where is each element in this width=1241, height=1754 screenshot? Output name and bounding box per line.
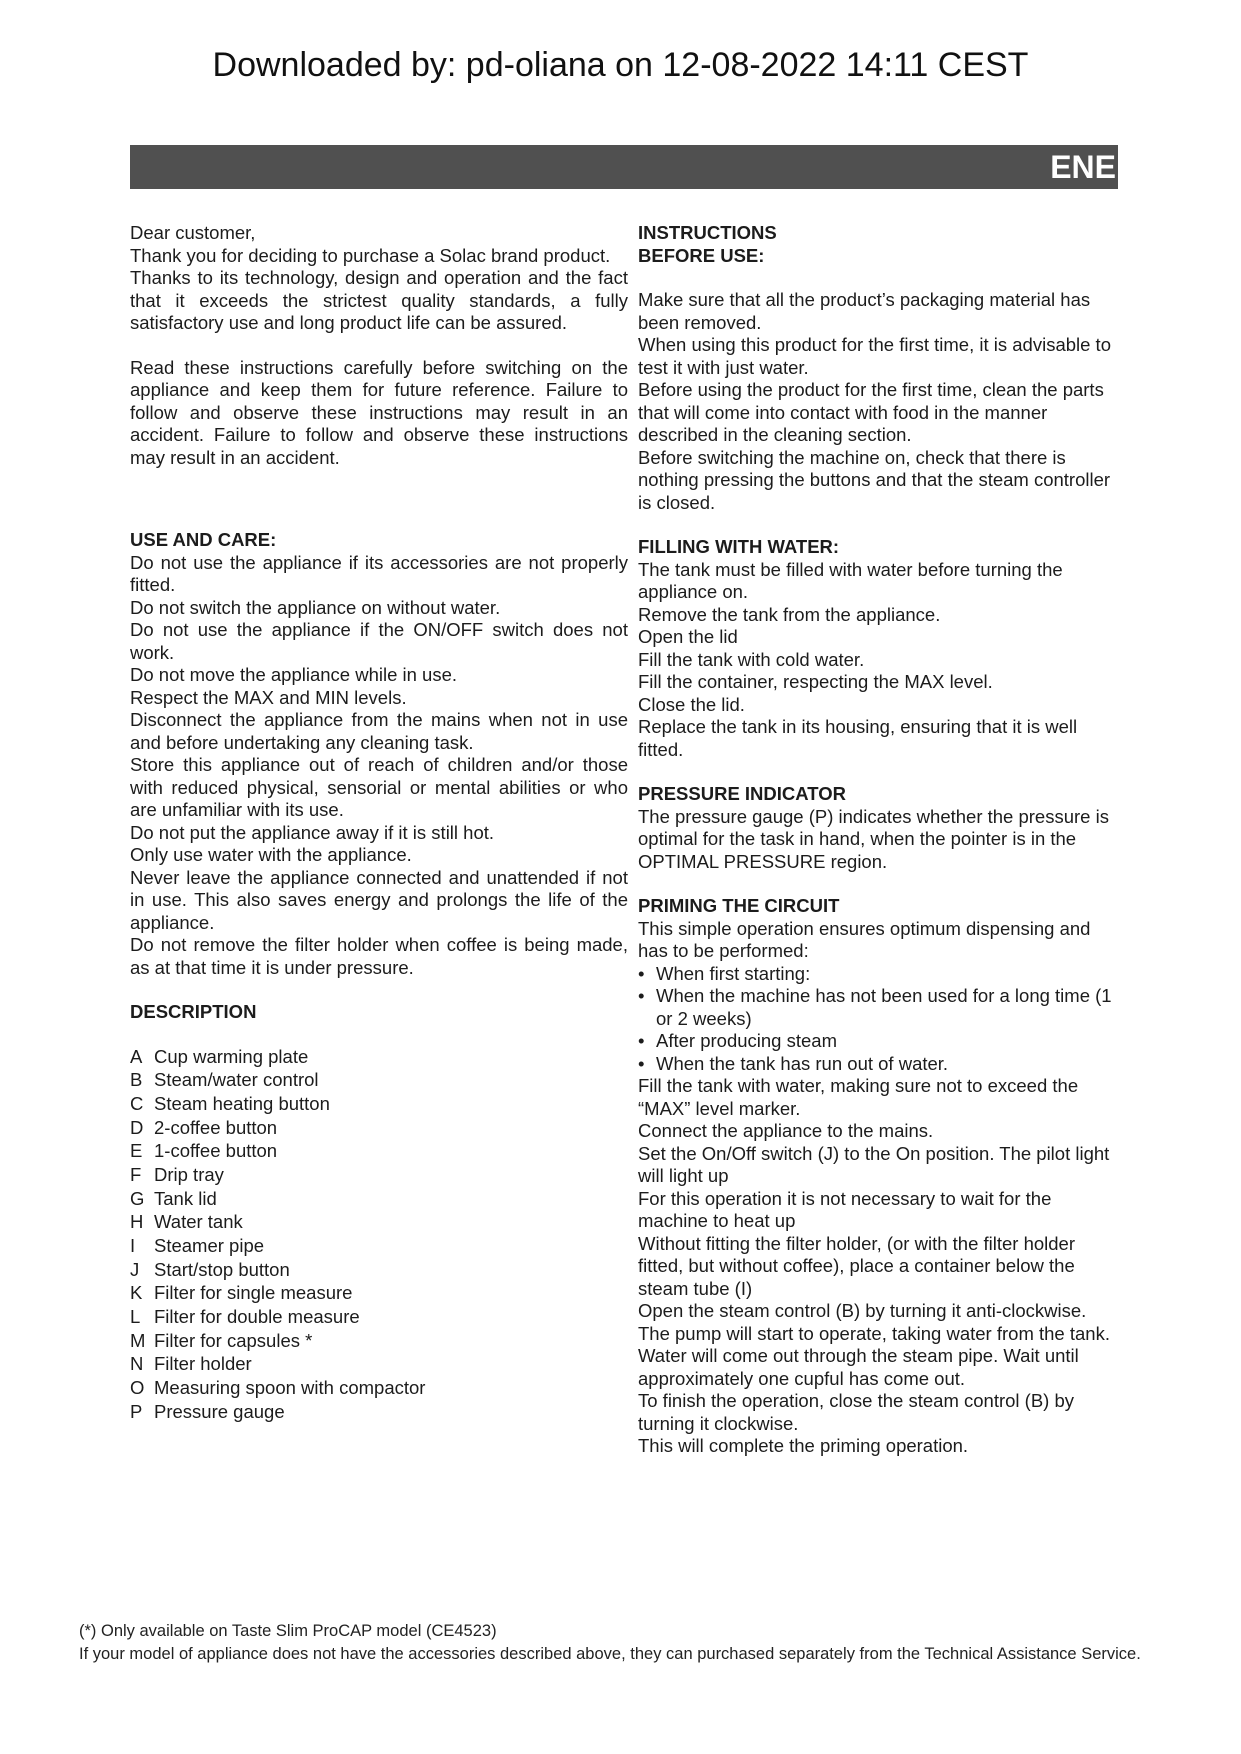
list-item: • When first starting: (638, 963, 1116, 986)
pressure-text: The pressure gauge (P) indicates whether the pressure is optimal for the task in hand, when the pointer is in the OPTIMAL PRESSURE region. (638, 805, 1109, 872)
list-item: L Filter for double measure (130, 1306, 360, 1328)
instructions-heading: INSTRUCTIONS (638, 222, 777, 243)
footnote (79, 1620, 1179, 1666)
use-and-care-item: Only use water with the appliance. (130, 844, 412, 865)
greeting: Dear customer, (130, 222, 256, 243)
list-item: F Drip tray (130, 1163, 224, 1185)
list-item: • When the tank has run out of water. (638, 1053, 1116, 1076)
use-and-care-item: Do not use the appliance if the ON/OFF switch does not work. (130, 619, 628, 663)
before-use-item: When using this product for the first time, it is advisable to test it with just water. (638, 334, 1111, 378)
intro-paragraph: Thanks to its technology, design and operation and the fact that it exceeds the strictest quality standards, a fully satisfactory use and long product life can be assured. (130, 267, 628, 333)
use-and-care-item: Respect the MAX and MIN levels. (130, 686, 407, 708)
use-and-care-heading: USE AND CARE: (130, 529, 277, 550)
before-use-item: Before using the product for the first time, clean the parts that will come into contact with food in the manner described in the cleaning section. (638, 379, 1104, 445)
use-and-care-item: Disconnect the appliance from the mains when not in use and before undertaking any cleaning task. (130, 709, 628, 753)
list-item: I Steamer pipe (130, 1235, 265, 1256)
before-use-item: Make sure that all the product’s packaging material has been removed. (638, 289, 1091, 333)
use-and-care-item: Do not use the appliance if its accessories are not properly fitted. (130, 551, 628, 595)
priming-step: For this operation it is not necessary to wait for the machine to heat up (638, 1187, 1052, 1231)
priming-step: Connect the appliance to the mains. (638, 1120, 934, 1141)
priming-bullets (638, 963, 1116, 1076)
priming-step: Without fitting the filter holder, (or with the filter holder fitted, but without coffee), place a container below the steam tube (I) (638, 1232, 1076, 1299)
use-and-care-item: Store this appliance out of reach of children and/or those with reduced physical, sensorial or mental abilities or who are unfamiliar with its use. (130, 754, 628, 820)
parts-list (130, 1046, 628, 1424)
priming-step: Set the On/Off switch (J) to the On position. The pilot light will light up (638, 1142, 1110, 1186)
use-and-care-item: Do not remove the filter holder when coffee is being made, as at that time it is under pressure. (130, 934, 628, 978)
list-item: • After producing steam (638, 1030, 1116, 1053)
filling-heading: FILLING WITH WATER: (638, 536, 840, 557)
language-header-bar (130, 145, 1118, 189)
use-and-care-item: Never leave the appliance connected and unattended if not in use. This also saves energy and prolongs the life of the appliance. (130, 866, 628, 933)
description-heading: DESCRIPTION (130, 1001, 257, 1022)
right-column (638, 222, 1116, 1458)
footnote-line: If your model of appliance does not have the accessories described above, they can purchased separately from the Technical Assistance Service. (79, 1645, 1141, 1663)
download-watermark: Downloaded by: pd-oliana on 12-08-2022 14:11 CEST (212, 46, 1029, 84)
use-and-care-item: Do not put the appliance away if it is still hot. (130, 821, 495, 843)
priming-step: Open the steam control (B) by turning it anti-clockwise. The pump will start to operate, taking water from the tank. (638, 1300, 1110, 1344)
list-item: D 2-coffee button (130, 1116, 278, 1138)
list-item: A Cup warming plate (130, 1045, 309, 1067)
read-instructions-paragraph: Read these instructions carefully before switching on the appliance and keep them for future reference. Failure to follow and observe these instructions may result in an accident. Failure to follow and observe these instructions may result in an accident. (130, 356, 628, 468)
filling-item: Fill the tank with cold water. (638, 648, 865, 670)
use-and-care-item: Do not switch the appliance on without water. (130, 596, 501, 618)
priming-step: Fill the tank with water, making sure not to exceed the “MAX” level marker. (638, 1075, 1079, 1119)
filling-item: Open the lid (638, 626, 738, 647)
list-item: P Pressure gauge (130, 1400, 285, 1422)
intro-paragraph: Thank you for deciding to purchase a Solac brand product. (130, 244, 611, 266)
filling-item: Fill the container, respecting the MAX level. (638, 671, 993, 692)
list-item: J Start/stop button (130, 1258, 290, 1280)
list-item: • When the machine has not been used for a long time (1 or 2 weeks) (638, 985, 1116, 1030)
list-item: N Filter holder (130, 1353, 252, 1375)
priming-heading: PRIMING THE CIRCUIT (638, 895, 840, 916)
priming-step: Water will come out through the steam pipe. Wait until approximately one cupful has come out. (638, 1345, 1079, 1389)
list-item: G Tank lid (130, 1187, 217, 1209)
filling-item: Remove the tank from the appliance. (638, 603, 941, 625)
filling-item: Close the lid. (638, 693, 745, 715)
before-use-heading: BEFORE USE: (638, 244, 765, 266)
list-item: O Measuring spoon with compactor (130, 1377, 426, 1399)
filling-item: The tank must be filled with water before turning the appliance on. (638, 558, 1063, 602)
list-item: K Filter for single measure (130, 1282, 353, 1304)
list-item: B Steam/water control (130, 1069, 319, 1091)
list-item: C Steam heating button (130, 1092, 330, 1114)
list-item: M Filter for capsules * (130, 1329, 313, 1351)
left-column (130, 222, 628, 1425)
footnote-line: (*) Only available on Taste Slim ProCAP model (CE4523) (79, 1622, 497, 1640)
language-code: ENE (1050, 149, 1116, 185)
filling-item: Replace the tank in its housing, ensuring that it is well fitted. (638, 716, 1078, 760)
list-item: H Water tank (130, 1211, 243, 1233)
use-and-care-item: Do not move the appliance while in use. (130, 664, 458, 685)
priming-step: This will complete the priming operation. (638, 1435, 969, 1456)
before-use-item: Before switching the machine on, check that there is nothing pressing the buttons and that the steam controller is closed. (638, 446, 1111, 513)
pressure-heading: PRESSURE INDICATOR (638, 783, 846, 804)
priming-intro: This simple operation ensures optimum dispensing and has to be performed: (638, 917, 1091, 961)
list-item: E 1-coffee button (130, 1140, 278, 1162)
priming-step: To finish the operation, close the steam control (B) by turning it clockwise. (638, 1390, 1074, 1434)
